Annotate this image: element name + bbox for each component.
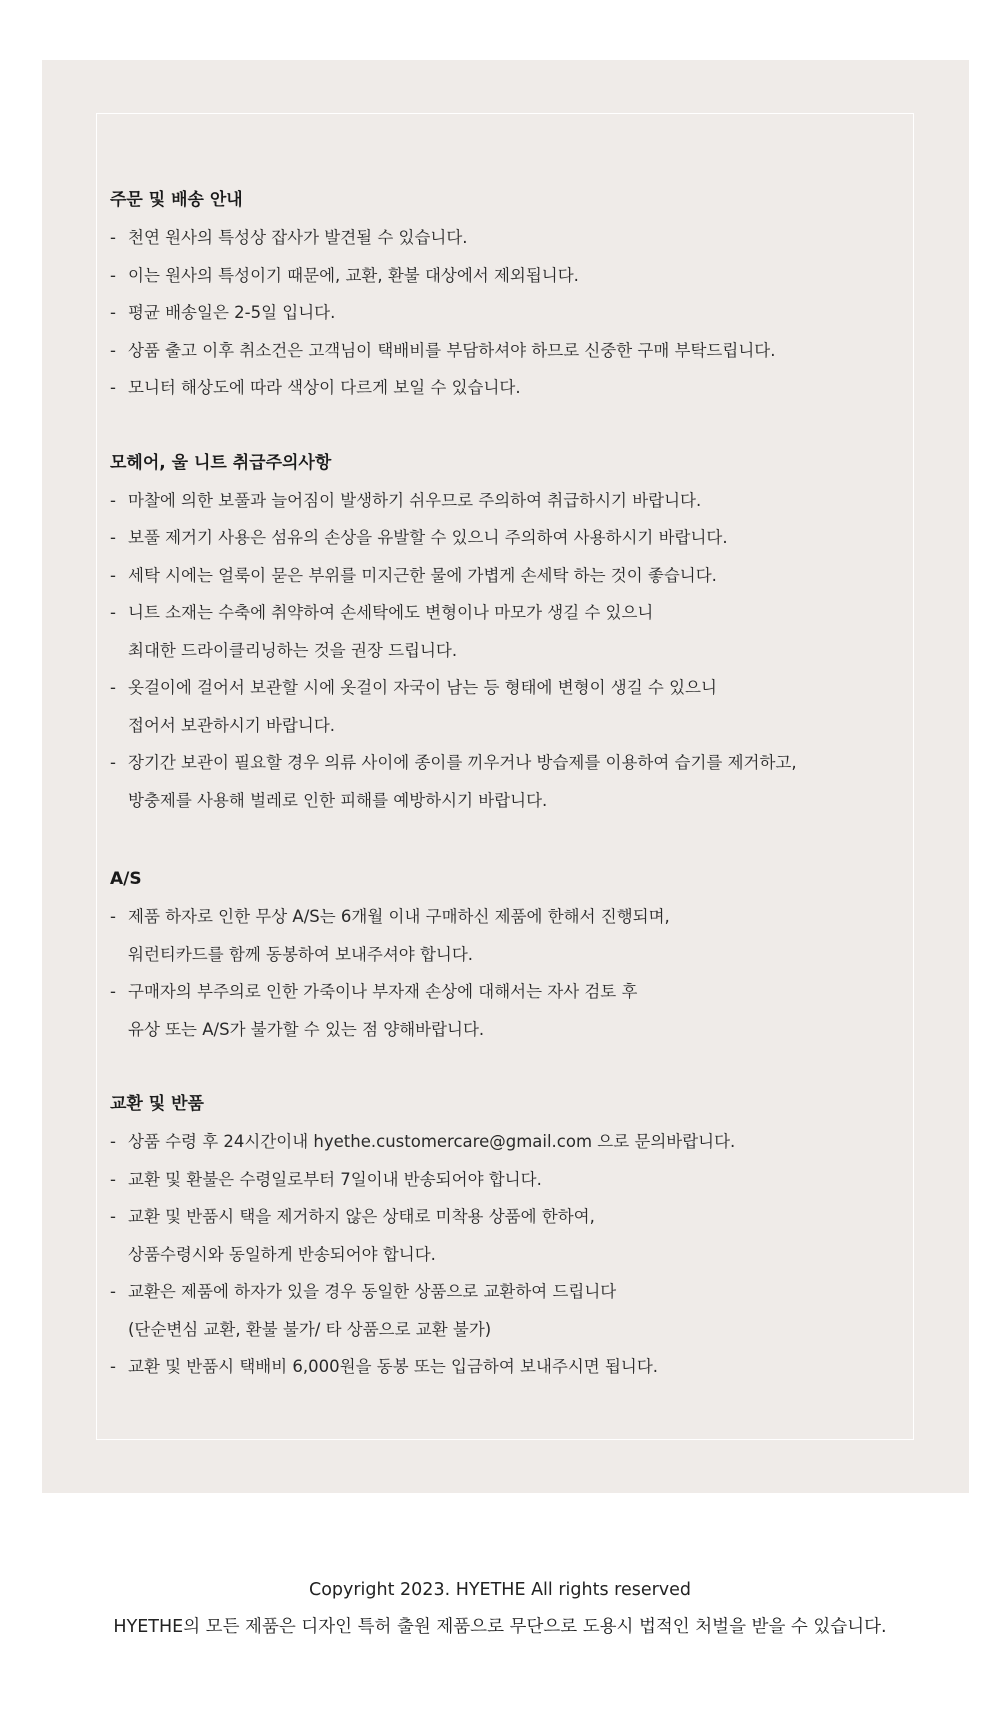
- list-item-text: 천연 원사의 특성상 잡사가 발견될 수 있습니다.: [128, 228, 468, 247]
- list-item-text: 보풀 제거기 사용은 섬유의 손상을 유발할 수 있으니 주의하여 사용하시기 바랍니다.: [128, 528, 728, 547]
- list-item-text: 최대한 드라이클리닝하는 것을 권장 드립니다.: [128, 640, 458, 660]
- list-item-text: 교환 및 환불은 수령일로부터 7일이내 반송되어야 합니다.: [128, 1169, 542, 1189]
- list-item: [110, 332, 910, 370]
- list-item: [110, 219, 910, 257]
- list-item-text: 유상 또는 A/S가 불가할 수 있는 점 양해바랍니다.: [128, 1019, 485, 1039]
- section: [110, 861, 910, 1048]
- section: [110, 445, 910, 820]
- list-item-text: 교환은 제품에 하자가 있을 경우 동일한 상품으로 교환하여 드립니다: [128, 1282, 617, 1301]
- section-spacer: [110, 819, 910, 861]
- list-item-text: 평균 배송일은 2-5일 입니다.: [128, 303, 336, 322]
- section: [110, 1086, 910, 1386]
- list-item-text: 구매자의 부주의로 인한 가죽이나 부자재 손상에 대해서는 자사 검토 후: [128, 982, 638, 1001]
- list-item: [110, 973, 910, 1048]
- list-item-text: 이는 원사의 특성이기 때문에, 교환, 환불 대상에서 제외됩니다.: [128, 265, 579, 285]
- section-spacer: [110, 407, 910, 445]
- list-item: [110, 369, 910, 407]
- bullet-dash: -: [110, 907, 116, 926]
- bullet-dash: -: [110, 340, 116, 360]
- bullet-dash: -: [110, 603, 116, 622]
- list-item: [110, 1348, 910, 1386]
- list-item: [110, 744, 910, 819]
- list-item-text: 장기간 보관이 필요할 경우 의류 사이에 종이를 끼우거나 방습제를 이용하여 습기를 제거하고,: [128, 753, 797, 772]
- list-item-text: 교환 및 반품시 택을 제거하지 않은 상태로 미착용 상품에 한하여,: [128, 1207, 595, 1226]
- list-item-text: 제품 하자로 인한 무상 A/S는 6개월 이내 구매하신 제품에 한해서 진행되며,: [128, 907, 670, 926]
- bullet-dash: -: [110, 1282, 116, 1301]
- section-spacer: [110, 1048, 910, 1086]
- list-item: [110, 669, 910, 744]
- list-item-text: 상품 수령 후 24시간이내 hyethe.customercare@gmail.com 으로 문의바랍니다.: [128, 1132, 736, 1151]
- section-title: A/S: [110, 869, 142, 889]
- bullet-dash: -: [110, 1132, 116, 1151]
- bullet-dash: -: [110, 265, 116, 285]
- list-item: [110, 294, 910, 332]
- list-item: [110, 898, 910, 973]
- list-item-text: 마찰에 의한 보풀과 늘어짐이 발생하기 쉬우므로 주의하여 취급하시기 바랍니다.: [128, 490, 702, 510]
- list-item: [110, 1161, 910, 1199]
- list-item-text: 워런티카드를 함께 동봉하여 보내주셔야 합니다.: [128, 944, 474, 964]
- list-item-text: 교환 및 반품시 택배비 6,000원을 동봉 또는 입금하여 보내주시면 됩니다.: [128, 1357, 659, 1376]
- list-item: [110, 557, 910, 595]
- list-item-text: 옷걸이에 걸어서 보관할 시에 옷걸이 자국이 남는 등 형태에 변형이 생길 수 있으니: [128, 678, 717, 697]
- section: [110, 182, 910, 407]
- list-item-text: (단순변심 교환, 환불 불가/ 타 상품으로 교환 불가): [128, 1319, 492, 1339]
- bullet-dash: -: [110, 982, 116, 1001]
- list-item: [110, 519, 910, 557]
- list-item-text: 세탁 시에는 얼룩이 묻은 부위를 미지근한 물에 가볍게 손세탁 하는 것이 좋습니다.: [128, 565, 717, 585]
- bullet-dash: -: [110, 378, 116, 397]
- bullet-dash: -: [110, 1169, 116, 1189]
- list-item: [110, 257, 910, 295]
- list-item: [110, 1123, 910, 1161]
- list-item-text: 방충제를 사용해 벌레로 인한 피해를 예방하시기 바랍니다.: [128, 790, 548, 810]
- list-item-text: 상품 출고 이후 취소건은 고객님이 택배비를 부담하셔야 하므로 신중한 구매 부탁드립니다.: [128, 340, 776, 360]
- bullet-dash: -: [110, 1207, 116, 1226]
- footer: [0, 1572, 1000, 1646]
- section-title: 주문 및 배송 안내: [110, 190, 243, 210]
- bullet-dash: -: [110, 228, 116, 247]
- footer-copyright: Copyright 2023. HYETHE All rights reserved: [308, 1580, 692, 1600]
- section-title: 교환 및 반품: [110, 1094, 204, 1114]
- bullet-dash: -: [110, 565, 116, 585]
- bullet-dash: -: [110, 753, 116, 772]
- list-item-text: 접어서 보관하시기 바랍니다.: [128, 715, 336, 735]
- list-item-text: 니트 소재는 수축에 취약하여 손세탁에도 변형이나 마모가 생길 수 있으니: [128, 603, 654, 622]
- bullet-dash: -: [110, 490, 116, 510]
- bullet-dash: -: [110, 528, 116, 547]
- info-content: [110, 182, 910, 1386]
- list-item: [110, 1273, 910, 1348]
- list-item: [110, 482, 910, 520]
- section-title: 모헤어, 울 니트 취급주의사항: [110, 452, 332, 473]
- list-item-text: 모니터 해상도에 따라 색상이 다르게 보일 수 있습니다.: [128, 378, 521, 397]
- list-item-text: 상품수령시와 동일하게 반송되어야 합니다.: [128, 1244, 436, 1264]
- list-item: [110, 594, 910, 669]
- bullet-dash: -: [110, 1357, 116, 1376]
- bullet-dash: -: [110, 303, 116, 322]
- bullet-dash: -: [110, 678, 116, 697]
- list-item: [110, 1198, 910, 1273]
- footer-notice: HYETHE의 모든 제품은 디자인 특허 출원 제품으로 무단으로 도용시 법적인 처벌을 받을 수 있습니다.: [113, 1617, 887, 1637]
